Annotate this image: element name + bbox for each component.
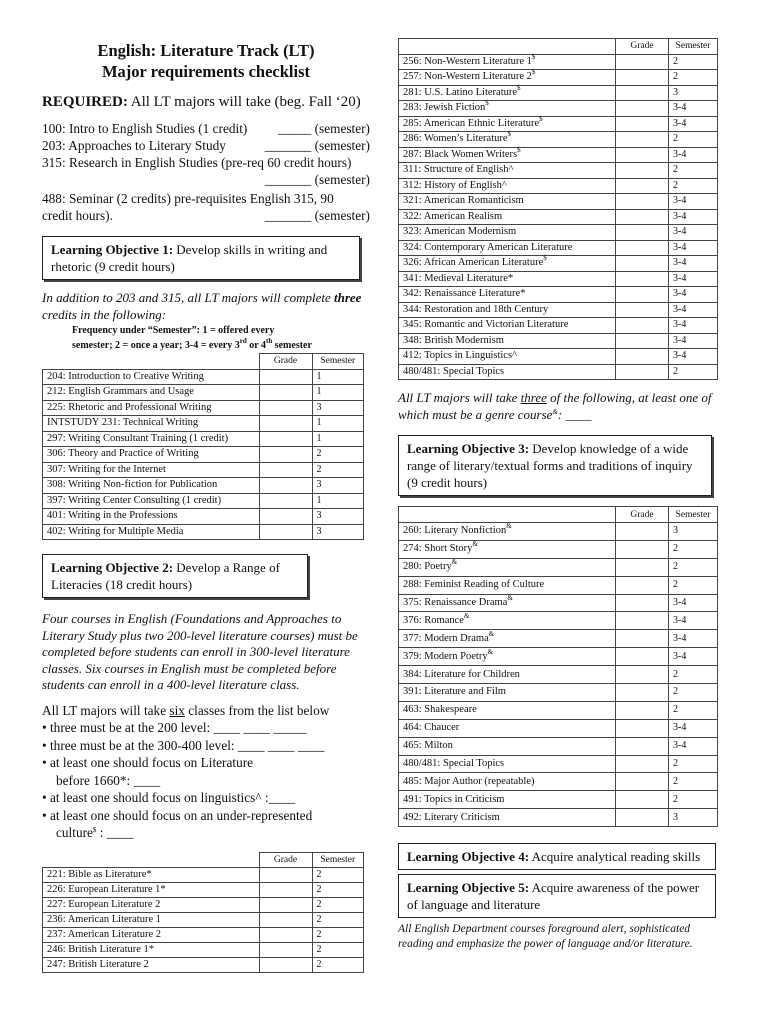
lo3-course-row [399, 737, 718, 755]
semester-cell: 3-4 [669, 302, 718, 318]
lo3-course-row [399, 576, 718, 594]
lit300-course-row [399, 364, 718, 380]
course-name: 285: American Ethnic Literature$ [399, 116, 616, 132]
lit300-course-row [399, 70, 718, 86]
grade-cell[interactable] [259, 928, 312, 943]
grade-cell[interactable] [616, 101, 669, 117]
grade-cell[interactable] [259, 400, 312, 416]
course-name: 491: Topics in Criticism [399, 791, 616, 809]
lit300-course-row [399, 209, 718, 225]
semester-cell: 3-4 [669, 147, 718, 163]
lo3-course-row [399, 648, 718, 666]
course-name: 297: Writing Consultant Training (1 credit) [43, 431, 260, 447]
course-name: 311: Structure of English^ [399, 163, 616, 179]
course-name: 379: Modern Poetry& [399, 648, 616, 666]
semester-cell: 3-4 [669, 225, 718, 241]
semester-cell: 2 [312, 943, 364, 958]
course-name: 342: Renaissance Literature* [399, 287, 616, 303]
writing-course-row [43, 493, 364, 509]
course-name: 286: Women’s Literature$ [399, 132, 616, 148]
semester-cell: 3-4 [669, 648, 718, 666]
semester-cell: 3-4 [669, 194, 718, 210]
semester-cell: 2 [312, 883, 364, 898]
required-course-315: 315: Research in English Studies (pre-req 60 credit hours) _______ (semester) [42, 155, 370, 187]
lo2-requirements: All LT majors will take six classes from the list below • three must be at the 200 level: ____ ____ _____ • three must be at the 300-400 level: ____ ____ ____ • at least one should focus on Literature before 1660*: ____ • at least one should focus on linguistics^ :____ • at least one should focus on an under-represented culture$ : ____ [42, 702, 370, 842]
grade-cell[interactable] [259, 431, 312, 447]
lo1-intro: In addition to 203 and 315, all LT majors will complete three credits in the following: [42, 290, 362, 322]
semester-cell: 2 [669, 132, 718, 148]
grade-cell[interactable] [616, 163, 669, 179]
semester-cell: 1 [312, 431, 364, 447]
semester-cell: 3-4 [669, 612, 718, 630]
lit200-course-row [43, 868, 364, 883]
right-column [398, 0, 723, 952]
course-name: 225: Rhetoric and Professional Writing [43, 400, 260, 416]
course-name: 274: Short Story& [399, 540, 616, 558]
writing-course-row [43, 524, 364, 540]
semester-cell: 3-4 [669, 116, 718, 132]
grade-cell[interactable] [259, 385, 312, 401]
course-name: 345: Romantic and Victorian Literature [399, 318, 616, 334]
semester-cell: 2 [669, 163, 718, 179]
lo3-course-row [399, 701, 718, 719]
frequency-note: Frequency under “Semester”: 1 = offered every semester; 2 = once a year; 3-4 = every 3rd or 4th semester [72, 325, 312, 351]
lo3-course-row [399, 540, 718, 558]
bullet-200-level: • three must be at the 200 level: ____ ____ _____ [42, 720, 307, 735]
lit300-course-row [399, 302, 718, 318]
grade-cell[interactable] [616, 132, 669, 148]
writing-course-row [43, 431, 364, 447]
semester-cell: 3 [669, 523, 718, 541]
course-name: 287: Black Women Writers$ [399, 147, 616, 163]
lit300-course-row [399, 333, 718, 349]
semester-cell: 2 [669, 558, 718, 576]
semester-cell: 3-4 [669, 101, 718, 117]
course-name: 402: Writing for Multiple Media [43, 524, 260, 540]
course-name: 348: British Modernism [399, 333, 616, 349]
learning-objective-5: Learning Objective 5: Acquire awareness of the power of language and literature [398, 874, 716, 918]
course-name: 280: Poetry& [399, 558, 616, 576]
semester-cell: 2 [669, 701, 718, 719]
grade-cell[interactable] [616, 318, 669, 334]
writing-courses-table: Grade Semester 204: Introduction to Creative Writing 1 212: English Grammars and Usage 1 225: Rhetoric and Professional Writing 3 INTSTUDY 231: Technical Writing 1 297: Writing Consultant Training (1 credit) 1 306: Theory and Practice of Writing 2 307: Writing for the Internet 2 308: Writing Non-fiction for Publication 3 397: Writing Center Consulting (1 credit) 1 401: Writing in the Professions 3 402: Writing for Multiple Media 3 [42, 353, 364, 540]
lo3-course-row [399, 755, 718, 773]
course-name: 324: Contemporary American Literature [399, 240, 616, 256]
course-name: 257: Non-Western Literature 2$ [399, 70, 616, 86]
writing-course-row [43, 369, 364, 385]
course-name: 465: Milton [399, 737, 616, 755]
required-course-100: 100: Intro to English Studies (1 credit) _____ (semester) [42, 121, 370, 136]
grade-cell[interactable] [616, 302, 669, 318]
grade-cell[interactable] [616, 594, 669, 612]
grade-cell[interactable] [616, 271, 669, 287]
bullet-underrepresented: • at least one should focus on an under-represented [42, 807, 313, 823]
lo3-course-row [399, 612, 718, 630]
grade-cell[interactable] [616, 809, 669, 827]
lo3-course-row [399, 719, 718, 737]
course-name: 226: European Literature 1* [43, 883, 260, 898]
semester-cell: 3 [312, 478, 364, 494]
learning-objective-4: Learning Objective 4: Acquire analytical reading skills [398, 843, 716, 870]
grade-cell[interactable] [616, 209, 669, 225]
lo3-course-row [399, 684, 718, 702]
required-course-203: 203: Approaches to Literary Study _______ (semester) [42, 138, 370, 153]
grade-cell[interactable] [259, 447, 312, 463]
grade-cell[interactable] [616, 630, 669, 648]
course-name: 480/481: Special Topics [399, 364, 616, 380]
course-name: 323: American Modernism [399, 225, 616, 241]
semester-cell: 2 [669, 178, 718, 194]
course-name: 307: Writing for the Internet [43, 462, 260, 478]
semester-cell: 1 [312, 493, 364, 509]
grade-cell[interactable] [259, 883, 312, 898]
lo3-course-row [399, 523, 718, 541]
grade-cell[interactable] [616, 523, 669, 541]
semester-cell: 2 [669, 773, 718, 791]
lo3-course-row [399, 791, 718, 809]
lit300-course-row [399, 85, 718, 101]
required-heading: REQUIRED: All LT majors will take (beg. Fall ‘20) [42, 94, 361, 110]
semester-cell: 3 [312, 509, 364, 525]
grade-cell[interactable] [616, 178, 669, 194]
grade-cell[interactable] [616, 225, 669, 241]
grade-cell[interactable] [616, 737, 669, 755]
course-name: 321: American Romanticism [399, 194, 616, 210]
writing-course-row [43, 400, 364, 416]
lit200-course-row [43, 883, 364, 898]
grade-cell[interactable] [259, 958, 312, 973]
bullet-300-level: • three must be at the 300-400 level: ____ ____ ____ [42, 737, 325, 753]
course-name: 312: History of English^ [399, 178, 616, 194]
semester-cell: 3-4 [669, 349, 718, 365]
lit300-course-row [399, 116, 718, 132]
grade-cell[interactable] [616, 287, 669, 303]
lo3-course-row [399, 773, 718, 791]
grade-cell[interactable] [259, 913, 312, 928]
lit300-course-row [399, 256, 718, 272]
semester-cell: 1 [312, 385, 364, 401]
lit300-course-row [399, 178, 718, 194]
learning-objective-2: Learning Objective 2: Develop a Range of Literacies (18 credit hours) [42, 554, 308, 598]
lo3-course-row [399, 666, 718, 684]
learning-objective-1: Learning Objective 1: Develop skills in writing and rhetoric (9 credit hours) [42, 236, 360, 280]
course-name: 344: Restoration and 18th Century [399, 302, 616, 318]
lit300-course-row [399, 132, 718, 148]
semester-cell: 2 [669, 364, 718, 380]
semester-cell: 2 [312, 447, 364, 463]
lit300-course-row [399, 54, 718, 70]
grade-cell[interactable] [259, 416, 312, 432]
writing-course-row [43, 509, 364, 525]
lo3-course-row [399, 809, 718, 827]
lit300-course-row [399, 163, 718, 179]
semester-cell: 2 [669, 666, 718, 684]
semester-cell: 2 [669, 755, 718, 773]
grade-cell[interactable] [616, 70, 669, 86]
course-name: 375: Renaissance Drama& [399, 594, 616, 612]
semester-cell: 2 [669, 70, 718, 86]
grade-cell[interactable] [616, 576, 669, 594]
course-name: 237: American Literature 2 [43, 928, 260, 943]
semester-cell: 3 [669, 809, 718, 827]
lit200-course-row [43, 928, 364, 943]
semester-cell: 3-4 [669, 256, 718, 272]
course-name: 412: Topics in Linguistics^ [399, 349, 616, 365]
course-name: 256: Non-Western Literature 1$ [399, 54, 616, 70]
lit200-course-row [43, 898, 364, 913]
grade-cell[interactable] [616, 719, 669, 737]
semester-cell: 2 [312, 868, 364, 883]
course-name: 492: Literary Criticism [399, 809, 616, 827]
lit200-course-row [43, 913, 364, 928]
lit300-course-row [399, 147, 718, 163]
course-name: 283: Jewish Fiction$ [399, 101, 616, 117]
lit300-course-row [399, 318, 718, 334]
semester-cell: 1 [312, 416, 364, 432]
semester-cell: 3 [669, 85, 718, 101]
grade-cell[interactable] [616, 755, 669, 773]
semester-cell: 2 [312, 462, 364, 478]
grade-cell[interactable] [616, 194, 669, 210]
bullet-pre-1660: • at least one should focus on Literature [42, 755, 254, 770]
grade-cell[interactable] [616, 612, 669, 630]
grade-cell[interactable] [616, 116, 669, 132]
semester-cell: 2 [669, 540, 718, 558]
course-name: 401: Writing in the Professions [43, 509, 260, 525]
course-name: 463: Shakespeare [399, 701, 616, 719]
lit300-course-row [399, 349, 718, 365]
semester-cell: 2 [669, 791, 718, 809]
course-name: 376: Romance& [399, 612, 616, 630]
lit300-course-row [399, 194, 718, 210]
grade-cell[interactable] [616, 791, 669, 809]
course-name: 384: Literature for Children [399, 666, 616, 684]
semester-cell: 2 [312, 898, 364, 913]
grade-cell[interactable] [616, 364, 669, 380]
grade-cell[interactable] [259, 868, 312, 883]
semester-cell: 2 [669, 684, 718, 702]
semester-cell: 2 [312, 913, 364, 928]
course-name: 281: U.S. Latino Literature$ [399, 85, 616, 101]
semester-cell: 3-4 [669, 594, 718, 612]
semester-cell: 3-4 [669, 271, 718, 287]
course-name: 246: British Literature 1* [43, 943, 260, 958]
writing-course-row [43, 447, 364, 463]
course-name: 260: Literary Nonfiction& [399, 523, 616, 541]
writing-course-row [43, 478, 364, 494]
grade-cell[interactable] [616, 54, 669, 70]
semester-cell: 1 [312, 369, 364, 385]
grade-cell[interactable] [616, 540, 669, 558]
writing-course-row [43, 462, 364, 478]
grade-cell[interactable] [616, 240, 669, 256]
grade-cell[interactable] [616, 85, 669, 101]
grade-cell[interactable] [616, 147, 669, 163]
semester-cell: 3-4 [669, 240, 718, 256]
lit300-course-row [399, 101, 718, 117]
writing-course-row [43, 416, 364, 432]
semester-cell: 2 [669, 576, 718, 594]
required-courses [42, 120, 370, 224]
semester-cell: 2 [312, 928, 364, 943]
grade-cell[interactable] [616, 684, 669, 702]
semester-cell: 3 [312, 524, 364, 540]
lo3-course-row [399, 630, 718, 648]
left-column [42, 0, 370, 973]
semester-cell: 3-4 [669, 209, 718, 225]
semester-cell: 3-4 [669, 287, 718, 303]
grade-cell[interactable] [616, 558, 669, 576]
lit300-course-row [399, 271, 718, 287]
lit200-course-row [43, 958, 364, 973]
course-name: 485: Major Author (repeatable) [399, 773, 616, 791]
grade-cell[interactable] [616, 333, 669, 349]
lit200-course-row [43, 943, 364, 958]
bullet-linguistics: • at least one should focus on linguistics^ :____ [42, 790, 296, 805]
lit300-courses-table: Grade Semester 256: Non-Western Literature 1$ 2 257: Non-Western Literature 2$ 2 281: U.S. Latino Literature$ 3 283: Jewish Fiction$ 3-4 285: American Ethnic Literature$ 3-4 286: Women’s Literature$ 2 287: Black Women Writers$ 3-4 311: Structure of English^ 2 312: History of English^ 2 321: American Romanticism 3-4 322: American Realism 3-4 323: American Modernism 3-4 324: Contemporary American Literature 3-4 326: African American Literature$ 3-4 341: Medieval Literature* 3-4 342: Renaissance Literature* 3-4 344: Restoration and 18th Century 3-4 345: Romantic and Victorian Literature 3-4 348: British Modernism 3-4 412: Topics in Linguistics^ 3-4 480/481: Special Topics 2 [398, 38, 718, 380]
lit300-course-row [399, 240, 718, 256]
learning-objective-3: Learning Objective 3: Develop knowledge of a wide range of literary/textual forms and traditions of inquiry (9 credit hours) [398, 435, 712, 496]
grade-cell[interactable] [616, 773, 669, 791]
grade-cell[interactable] [259, 943, 312, 958]
course-name: 480/481: Special Topics [399, 755, 616, 773]
course-name: 397: Writing Center Consulting (1 credit) [43, 493, 260, 509]
course-name: 391: Literature and Film [399, 684, 616, 702]
lo3-course-row [399, 594, 718, 612]
footer-note: All English Department courses foreground alert, sophisticated reading and emphasize the power of language and/or literature. [398, 923, 693, 951]
course-name: 212: English Grammars and Usage [43, 385, 260, 401]
grade-cell[interactable] [616, 349, 669, 365]
semester-cell: 3-4 [669, 737, 718, 755]
semester-cell: 3-4 [669, 318, 718, 334]
course-name: 247: British Literature 2 [43, 958, 260, 973]
grade-cell[interactable] [616, 648, 669, 666]
course-name: 236: American Literature 1 [43, 913, 260, 928]
lit300-course-row [399, 225, 718, 241]
course-name: 308: Writing Non-fiction for Publication [43, 478, 260, 494]
grade-cell[interactable] [259, 369, 312, 385]
semester-cell: 2 [669, 54, 718, 70]
course-name: 341: Medieval Literature* [399, 271, 616, 287]
grade-cell[interactable] [616, 666, 669, 684]
course-name: 204: Introduction to Creative Writing [43, 369, 260, 385]
lit200-courses-table: Grade Semester 221: Bible as Literature* 2 226: European Literature 1* 2 227: European Literature 2 2 236: American Literature 1 2 237: American Literature 2 2 246: British Literature 1* 2 247: British Literature 2 2 [42, 852, 364, 974]
required-course-488: 488: Seminar (2 credits) pre-requisites English 315, 90 credit hours). _______ (semester) [42, 191, 370, 223]
course-name: 322: American Realism [399, 209, 616, 225]
course-name: 288: Feminist Reading of Culture [399, 576, 616, 594]
grade-cell[interactable] [616, 256, 669, 272]
writing-course-row [43, 385, 364, 401]
grade-cell[interactable] [259, 509, 312, 525]
semester-cell: 2 [312, 958, 364, 973]
semester-cell: 3 [312, 400, 364, 416]
grade-cell[interactable] [259, 493, 312, 509]
course-name: 377: Modern Drama& [399, 630, 616, 648]
grade-cell[interactable] [259, 898, 312, 913]
course-name: 221: Bible as Literature* [43, 868, 260, 883]
lo2-note: Four courses in English (Foundations and Approaches to Literary Study plus two 200-level literature courses) must be completed before students can enroll in 300-level literature classes. Six courses in English must be completed before students can enroll in a 400-level literature class. [42, 611, 358, 692]
course-name: 326: African American Literature$ [399, 256, 616, 272]
semester-cell: 3-4 [669, 630, 718, 648]
grade-cell[interactable] [259, 462, 312, 478]
semester-cell: 3-4 [669, 333, 718, 349]
grade-cell[interactable] [259, 524, 312, 540]
course-name: 227: European Literature 2 [43, 898, 260, 913]
genre-requirement: All LT majors will take three of the following, at least one of which must be a genre course&: ____ [398, 390, 712, 422]
lo3-course-row [399, 558, 718, 576]
semester-cell: 3-4 [669, 719, 718, 737]
course-name: 306: Theory and Practice of Writing [43, 447, 260, 463]
course-name: INTSTUDY 231: Technical Writing [43, 416, 260, 432]
lo3-courses-table: Grade Semester 260: Literary Nonfiction& 3 274: Short Story& 2 280: Poetry& 2 288: Feminist Reading of Culture 2 375: Renaissance Drama& 3-4 376: Romance& 3-4 377: Modern Drama& 3-4 379: Modern Poetry& 3-4 384: Literature for Children 2 391: Literature and Film 2 463: Shakespeare 2 464: Chaucer 3-4 465: Milton 3-4 480/481: Special Topics 2 485: Major Author (repeatable) 2 491: Topics in Criticism 2 492: Literary Criticism 3 [398, 506, 718, 827]
lit300-course-row [399, 287, 718, 303]
grade-cell[interactable] [259, 478, 312, 494]
course-name: 464: Chaucer [399, 719, 616, 737]
page-title: English: Literature Track (LT) Major requirements checklist [97, 41, 315, 81]
grade-cell[interactable] [616, 701, 669, 719]
